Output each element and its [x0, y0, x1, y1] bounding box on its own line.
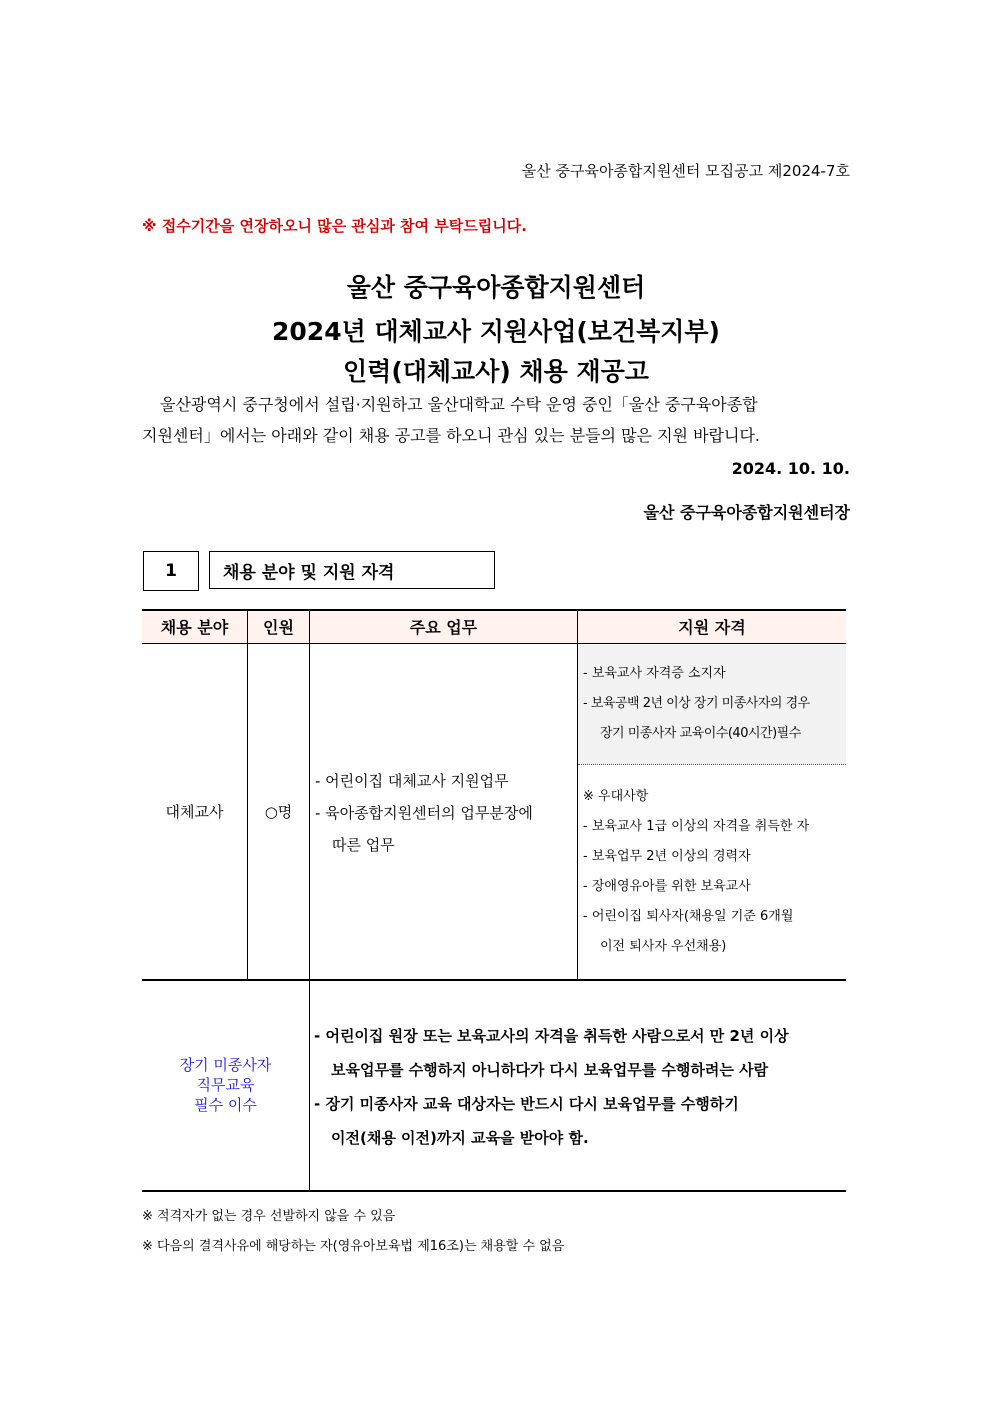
qualification-list	[583, 659, 810, 749]
announcement-date: 2024. 10. 10.	[731, 459, 850, 478]
training-label	[142, 1055, 309, 1115]
training-content	[314, 1019, 789, 1155]
footnote-2: ※ 다음의 결격사유에 해당하는 자(영유아보육법 제16조)는 채용할 수 없음	[142, 1239, 565, 1254]
title-line-1: 울산 중구육아종합지원센터	[346, 273, 646, 302]
preference-item-continued: 이전 퇴사자 우선채용)	[600, 939, 727, 954]
qualification-item: - 보육공백 2년 이상 장기 미종사자의 경우	[583, 696, 810, 711]
preference-item: - 보육업무 2년 이상의 경력자	[583, 849, 751, 864]
duties-cell	[315, 765, 533, 861]
preference-list	[583, 782, 809, 962]
title-line-2: 2024년 대체교사 지원사업(보건복지부)	[272, 317, 720, 346]
header-count: 인원	[248, 609, 309, 643]
duty-item: - 어린이집 대체교사 지원업무	[315, 772, 509, 790]
header-duties: 주요 업무	[310, 609, 577, 643]
duty-item: - 육아종합지원센터의 업무분장에	[315, 804, 533, 822]
preference-item: - 장애영유아를 위한 보육교사	[583, 879, 751, 894]
table-bottom-border	[142, 1190, 846, 1192]
training-item: - 장기 미종사자 교육 대상자는 반드시 다시 보육업무를 수행하기	[314, 1095, 739, 1113]
training-item-continued: 이전(채용 이전)까지 교육을 받아야 함.	[331, 1129, 589, 1147]
header-field: 채용 분야	[142, 609, 247, 643]
table-col-divider-3	[577, 609, 578, 980]
field-cell: 대체교사	[165, 803, 224, 821]
training-label-line: 장기 미종사자	[179, 1056, 272, 1074]
table-col-divider-1	[247, 609, 248, 980]
preference-heading: ※ 우대사항	[583, 789, 649, 804]
qualification-divider	[578, 764, 846, 765]
signature: 울산 중구육아종합지원센터장	[643, 503, 850, 522]
duty-item-continued: 따른 업무	[332, 836, 395, 854]
preference-item: - 어린이집 퇴사자(채용일 기준 6개월	[583, 909, 794, 924]
table-col-divider-2	[309, 609, 310, 1191]
training-item: - 어린이집 원장 또는 보육교사의 자격을 취득한 사람으로서 만 2년 이상	[314, 1027, 789, 1045]
title-line-3: 인력(대체교사) 채용 재공고	[343, 357, 649, 386]
intro-line-2: 지원센터」에서는 아래와 같이 채용 공고를 하오니 관심 있는 분들의 많은 지원 바랍니다.	[142, 426, 760, 445]
section-number: 1	[143, 551, 199, 591]
recruitment-table	[142, 609, 846, 1192]
section-title: 채용 분야 및 지원 자격	[209, 551, 495, 589]
count-cell: ○명	[264, 803, 293, 821]
preference-item: - 보육교사 1급 이상의 자격을 취득한 자	[583, 819, 810, 834]
header-qualifications: 지원 자격	[578, 609, 846, 643]
training-item-continued: 보육업무를 수행하지 아니하다가 다시 보육업무를 수행하려는 사람	[331, 1061, 769, 1079]
intro-line-1: 울산광역시 중구청에서 설립·지원하고 울산대학교 수탁 운영 중인「울산 중구육아종합	[160, 395, 758, 414]
qualification-item: - 보육교사 자격증 소지자	[583, 666, 726, 681]
extension-notice: ※ 접수기간을 연장하오니 많은 관심과 참여 부탁드립니다.	[142, 217, 527, 235]
training-label-line: 직무교육	[196, 1076, 255, 1094]
footnote-1: ※ 적격자가 없는 경우 선발하지 않을 수 있음	[142, 1209, 396, 1224]
training-label-line: 필수 이수	[194, 1096, 257, 1114]
qualification-item-continued: 장기 미종사자 교육이수(40시간)필수	[600, 726, 801, 741]
announcement-reference: 울산 중구육아종합지원센터 모집공고 제2024-7호	[521, 162, 850, 180]
intro-paragraph	[142, 389, 850, 451]
